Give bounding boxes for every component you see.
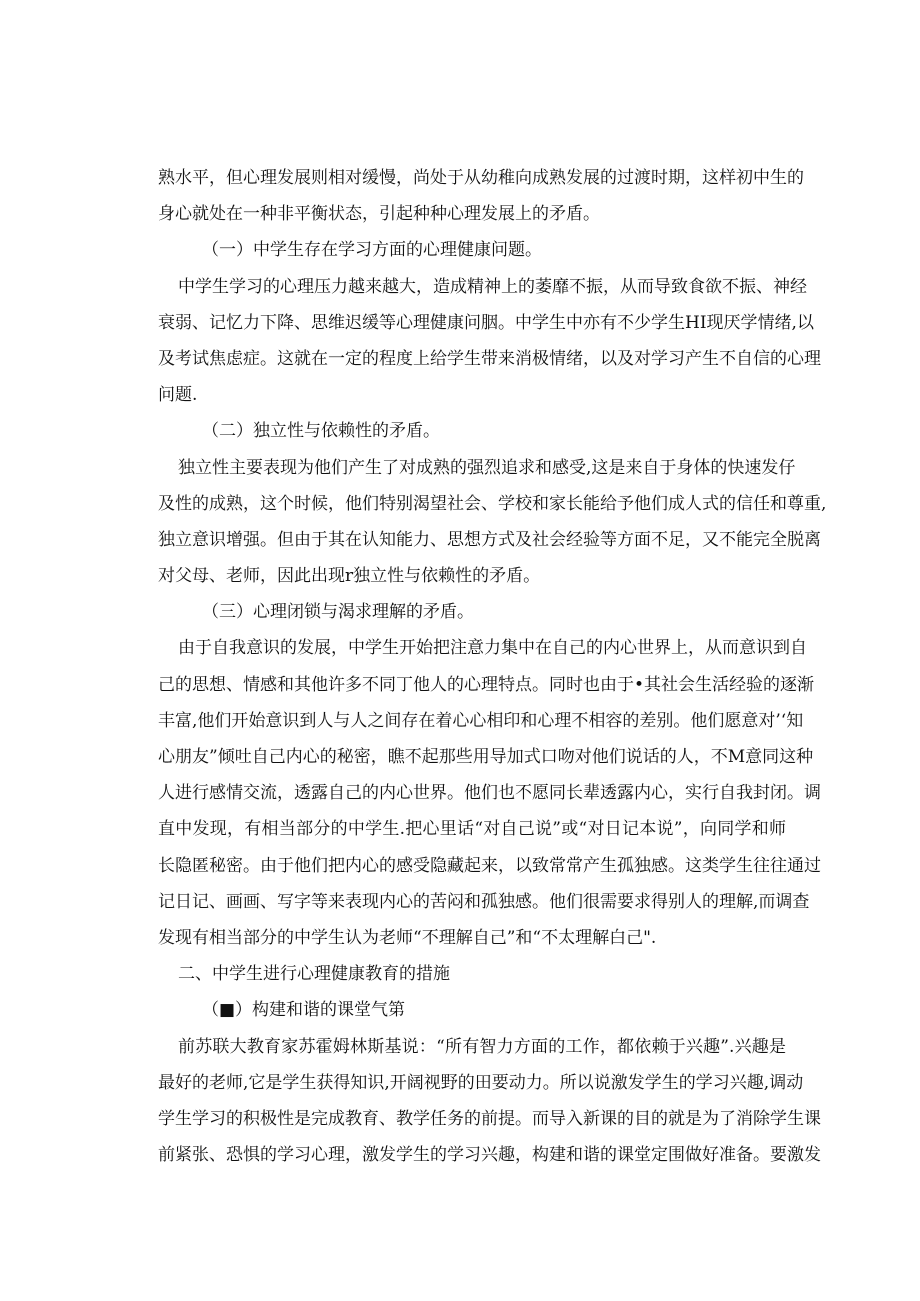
text-line-22: 发现有相当部分的中学生认为老师“不理解自己”和“不太理解白己". bbox=[158, 927, 657, 948]
text-line-9: 独立性主要表现为他们产生了对成熟的强烈追求和感受,这是来自于身体的快速发仔 bbox=[178, 457, 796, 478]
text-line-12: 对父母、老师，因此出现r独立性与依赖性的矛盾。 bbox=[158, 566, 541, 587]
section-heading-1: （一）中学生存在学习方面的心理健康问题。 bbox=[202, 240, 542, 261]
text-line-25: 前苏联大教育家苏霍姆林斯基说：“所有智力方面的工作，都依赖于兴趣”.兴趣是 bbox=[178, 1036, 786, 1057]
text-line-18: 人进行感情交流，透露自己的内心世界。他们也不愿同长辈透露内心，实行自我封闭。调 bbox=[158, 783, 821, 804]
text-line-14: 由于自我意识的发展，中学生开始把注意力集中在自己的内心世界上，从而意识到自 bbox=[178, 638, 807, 659]
text-line-16: 丰富,他们开始意识到人与人之间存在着心心相印和心理不相容的差别。他们愿意对’‘知 bbox=[158, 710, 804, 731]
text-line-27: 学生学习的积极性是完成教育、教学任务的前提。而导入新课的目的就是为了消除学生课 bbox=[158, 1108, 821, 1129]
text-line-5: 衰弱、记忆力下降、思维迟缓等心理健康问胭。中学生中亦有不少学生HI现厌学情绪,以 bbox=[158, 312, 814, 333]
text-line-2: 身心就处在一种非平衡状态，引起种种心理发展上的矛盾。 bbox=[158, 204, 600, 225]
section-heading-3: （三）心理闭锁与渴求理解的矛盾。 bbox=[202, 602, 474, 623]
text-line-17: 心朋友”倾吐自己内心的秘密，瞧不起那些用导加式口吻对他们说话的人，不M意同这种 bbox=[158, 747, 814, 767]
text-line-7: 问题. bbox=[158, 385, 198, 406]
text-line-4: 中学生学习的心理压力越来越大，造成精神上的萎靡不振，从而导致食欲不振、神经 bbox=[178, 276, 807, 297]
section-heading-2: （二）独立性与依赖性的矛盾。 bbox=[202, 421, 440, 442]
text-line-15: 己的思想、情感和其他许多不同丁他人的心理特点。同时也由于•其社会生活经验的逐渐 bbox=[158, 674, 815, 695]
text-line-26: 最好的老师,它是学生获得知识,开阔视野的田要动力。所以说激发学生的学习兴趣,调动 bbox=[158, 1072, 804, 1093]
document-page bbox=[158, 160, 827, 1173]
text-line-10: 及性的成熟，这个时候，他们特别渴望社会、学校和家长能给予他们成人式的信任和尊重, bbox=[158, 493, 827, 514]
text-line-21: 记日记、画画、写字等来表现内心的苦闷和孤独感。他们很需要求得别人的理解,而调查 bbox=[158, 891, 810, 912]
text-line-1: 熟水平，但心理发展则相对缓慢，尚处于从幼稚向成熟发展的过渡时期，这样初中生的 bbox=[158, 168, 804, 188]
chapter-heading-2: 二、中学生进行心理健康教育的措施 bbox=[178, 964, 450, 985]
text-line-28: 前紧张、恐惧的学习心理，激发学生的学习兴趣，构建和谐的课堂定围做好准备。要激发 bbox=[158, 1145, 821, 1166]
text-line-19: 直中发现，有相当部分的中学生.把心里话“对自己说”或“对日记本说”，向同学和师 bbox=[158, 819, 786, 840]
section-heading-4: （■）构建和谐的课堂气第 bbox=[202, 1000, 406, 1021]
text-line-11: 独立意识增强。但由于其在认知能力、思想方式及社会经验等方面不足，又不能完全脱离 bbox=[158, 529, 821, 550]
text-line-6: 及考试焦虑症。这就在一定的程度上给学生带来消极情绪，以及对学习产生不自信的心理 bbox=[158, 348, 821, 369]
text-line-20: 长隐匿秘密。由于他们把内心的感受隐藏起来，以致常常产生孤独感。这类学生往往通过 bbox=[158, 855, 821, 876]
